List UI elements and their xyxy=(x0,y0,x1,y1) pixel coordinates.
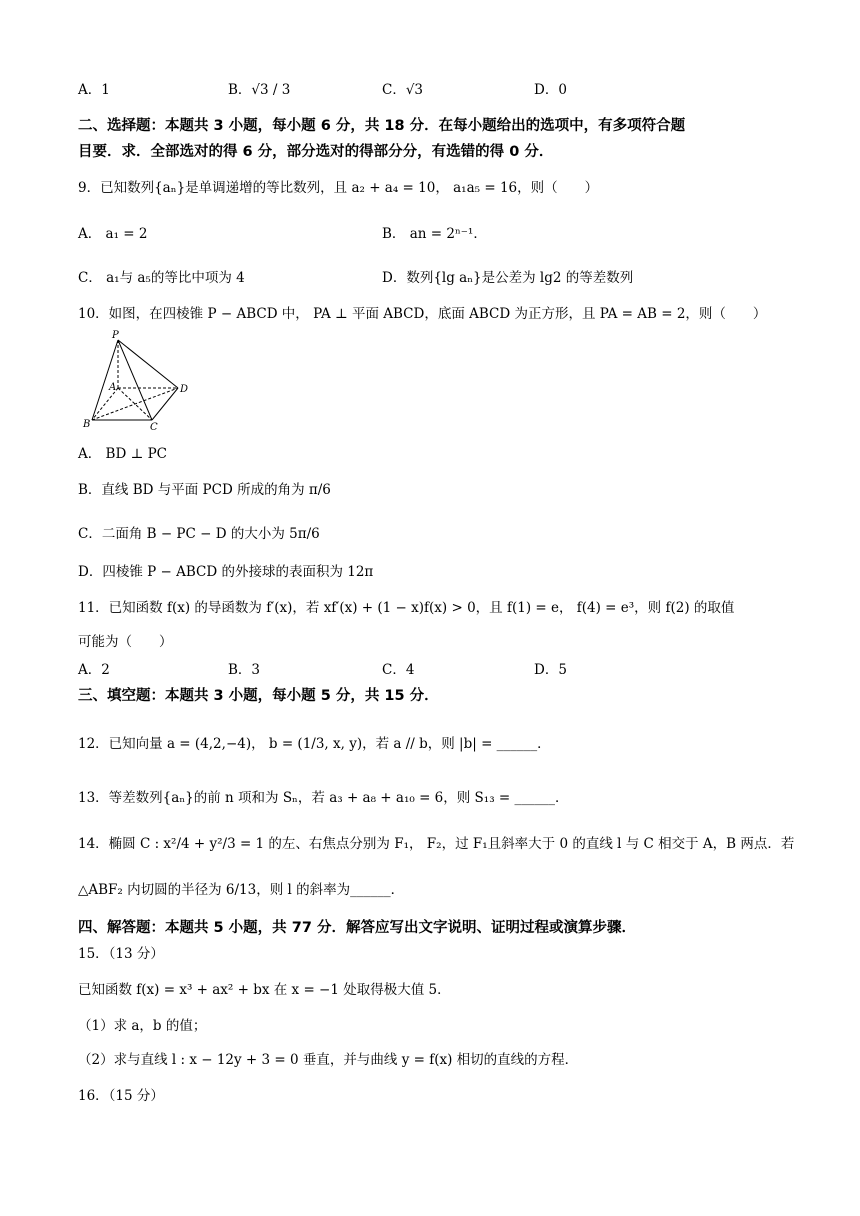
section4-heading: 四、解答题：本题共 5 小题，共 77 分．解答应写出文字说明、证明过程或演算步骤． xyxy=(78,920,636,936)
section2-heading-line2: 目要．求．全部选对的得 6 分，部分选对的得部分分，有选错的得 0 分． xyxy=(78,144,554,160)
q10-stem: 10．如图，在四棱锥 P − ABCD 中， PA ⊥ 平面 ABCD，底面 ABCD 为正方形，且 PA = AB = 2，则（ ） xyxy=(78,306,767,322)
q12-stem: 12．已知向量 a = (4,2,−4)， b = (1/3, x, y)，若 a // b，则 |b| = ______． xyxy=(78,736,551,752)
q15-title: 15．（13 分） xyxy=(78,946,164,962)
pyramid-figure xyxy=(80,330,195,434)
q14-stem-line2: △ABF₂ 内切圆的半径为 6/13，则 l 的斜率为______． xyxy=(78,882,405,898)
edge-pb xyxy=(92,340,118,420)
label-c: C xyxy=(150,422,158,430)
q9-option-b: B． an = 2ⁿ⁻¹． xyxy=(382,226,487,242)
q8-option-d: D．0 xyxy=(534,82,567,98)
q8-option-a: A．1 xyxy=(78,82,110,98)
q14-stem-line1: 14．椭圆 C : x²/4 + y²/3 = 1 的左、右焦点分别为 F₁， F₂，过 F₁且斜率大于 0 的直线 l 与 C 相交于 A，B 两点．若 xyxy=(78,836,795,852)
edge-pd xyxy=(118,340,178,388)
section2-heading-line1: 二、选择题：本题共 3 小题，每小题 6 分，共 18 分．在每小题给出的选项中，有多项符合题 xyxy=(78,118,686,134)
q15-stem: 已知函数 f(x) = x³ + ax² + bx 在 x = −1 处取得极大值 5． xyxy=(78,982,451,998)
q8-option-b: B．√3 / 3 xyxy=(228,82,291,98)
q11-option-b: B．3 xyxy=(228,662,261,678)
q8-option-c: C．√3 xyxy=(382,82,424,98)
q15-part2: （2）求与直线 l : x − 12y + 3 = 0 垂直，并与曲线 y = f(x) 相切的直线的方程． xyxy=(78,1052,579,1068)
q9-stem: 9．已知数列{aₙ}是单调递增的等比数列，且 a₂ + a₄ = 10， a₁a₅ = 16，则（ ） xyxy=(78,180,599,196)
q11-option-a: A．2 xyxy=(78,662,110,678)
section3-heading: 三、填空题：本题共 3 小题，每小题 5 分，共 15 分． xyxy=(78,688,439,704)
label-p: P xyxy=(112,330,119,341)
label-b: B xyxy=(83,419,91,430)
q10-option-b: B．直线 BD 与平面 PCD 所成的角为 π/6 xyxy=(78,482,331,498)
label-a: A xyxy=(109,382,117,393)
label-d: D xyxy=(180,384,189,395)
q16-title: 16．（15 分） xyxy=(78,1088,164,1104)
q9-option-a: A． a₁ = 2 xyxy=(78,226,148,242)
q10-option-c: C．二面角 B − PC − D 的大小为 5π/6 xyxy=(78,526,320,542)
q9-option-c: C． a₁与 a₅的等比中项为 4 xyxy=(78,270,245,286)
q15-part1: （1）求 a，b 的值； xyxy=(78,1018,207,1034)
q11-option-c: C．4 xyxy=(382,662,415,678)
q11-stem-line1: 11．已知函数 f(x) 的导函数为 f′(x)，若 xf′(x) + (1 − x)f(x) > 0，且 f(1) = e， f(4) = e³，则 f(2) 的取值 xyxy=(78,600,735,616)
q10-option-a: A． BD ⊥ PC xyxy=(78,446,167,462)
q10-option-d: D．四棱锥 P − ABCD 的外接球的表面积为 12π xyxy=(78,564,374,580)
q9-option-d: D．数列{lg aₙ}是公差为 lg2 的等差数列 xyxy=(382,270,634,286)
q13-stem: 13．等差数列{aₙ}的前 n 项和为 Sₙ，若 a₃ + a₈ + a₁₀ = 6，则 S₁₃ = ______． xyxy=(78,790,569,806)
q11-stem-line2: 可能为（ ） xyxy=(78,634,173,650)
q11-option-d: D．5 xyxy=(534,662,567,678)
pyramid-diagram xyxy=(80,330,195,430)
edge-pc xyxy=(118,340,152,420)
